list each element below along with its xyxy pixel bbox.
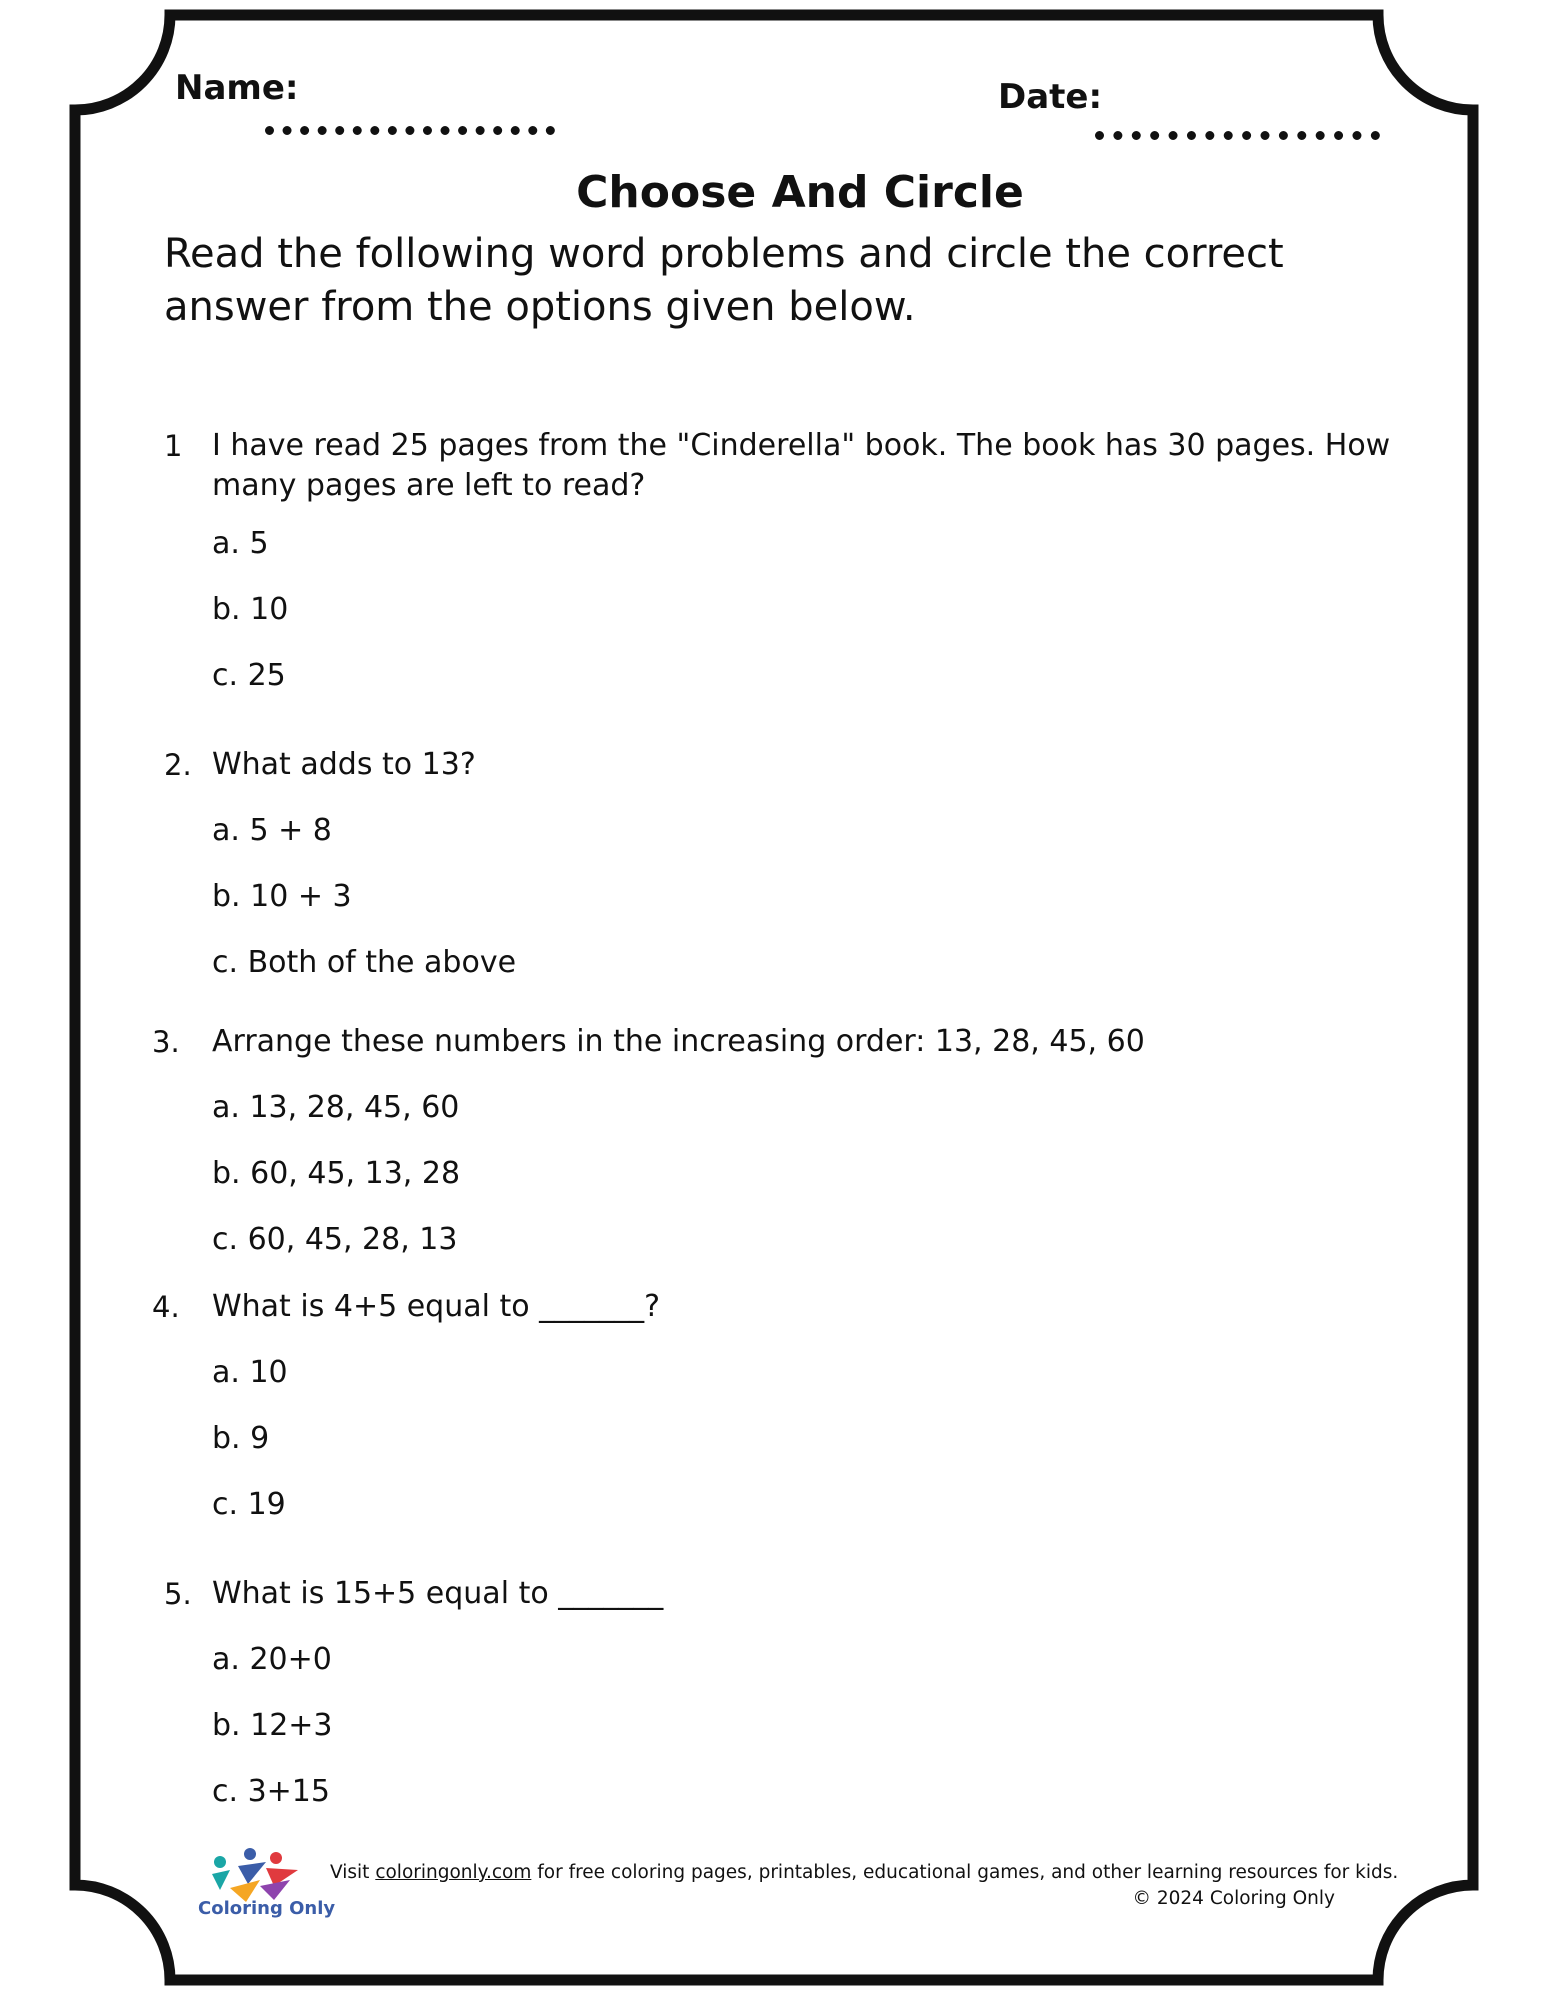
site-link[interactable]: coloringonly.com [375,1862,532,1883]
name-field-line[interactable] [265,126,555,135]
question-1-option-a[interactable]: a. 5 [212,526,269,561]
question-5-option-c[interactable]: c. 3+15 [212,1774,330,1809]
question-3-option-b[interactable]: b. 60, 45, 13, 28 [212,1156,461,1191]
question-4-text: What is 4+5 equal to _______? [212,1289,661,1324]
question-4-option-b[interactable]: b. 9 [212,1421,270,1456]
question-1-option-c[interactable]: c. 25 [212,658,286,693]
question-3-number: 3. [152,1025,180,1059]
footer-visit-text [330,1861,1399,1885]
question-4-number: 4. [152,1290,180,1324]
question-4-option-a[interactable]: a. 10 [212,1355,288,1390]
date-label: Date: [998,77,1103,117]
question-1-option-b[interactable]: b. 10 [212,592,289,627]
name-label: Name: [175,68,299,108]
copyright-text: © 2024 Coloring Only [1132,1888,1335,1909]
question-1-number: 1 [164,429,183,463]
question-2-option-a[interactable]: a. 5 + 8 [212,813,332,848]
question-5-option-b[interactable]: b. 12+3 [212,1708,333,1743]
instructions: Read the following word problems and circle the correct answer from the options given below. [164,231,1284,330]
question-5-text: What is 15+5 equal to _______ [212,1576,664,1611]
question-2-option-b[interactable]: b. 10 + 3 [212,879,352,914]
question-5-option-a[interactable]: a. 20+0 [212,1642,332,1677]
footer-visit-prefix: Visit [330,1862,376,1883]
question-4-option-c[interactable]: c. 19 [212,1487,286,1522]
question-3-option-c[interactable]: c. 60, 45, 28, 13 [212,1222,458,1257]
question-2-number: 2. [164,748,192,782]
question-5-number: 5. [164,1577,192,1611]
question-1-text: I have read 25 pages from the "Cinderella" book. The book has 30 pages. How many pages are left to read? [212,428,1391,503]
question-3-text: Arrange these numbers in the increasing order: 13, 28, 45, 60 [212,1024,1145,1059]
question-2-option-c[interactable]: c. Both of the above [212,945,517,980]
worksheet-title: Choose And Circle [576,167,1024,218]
logo-text: Coloring Only [198,1898,336,1919]
date-field-line[interactable] [1095,131,1380,140]
question-3-option-a[interactable]: a. 13, 28, 45, 60 [212,1090,460,1125]
footer-visit-suffix: for free coloring pages, printables, educational games, and other learning resources for kids. [531,1862,1399,1883]
question-2-text: What adds to 13? [212,747,476,782]
